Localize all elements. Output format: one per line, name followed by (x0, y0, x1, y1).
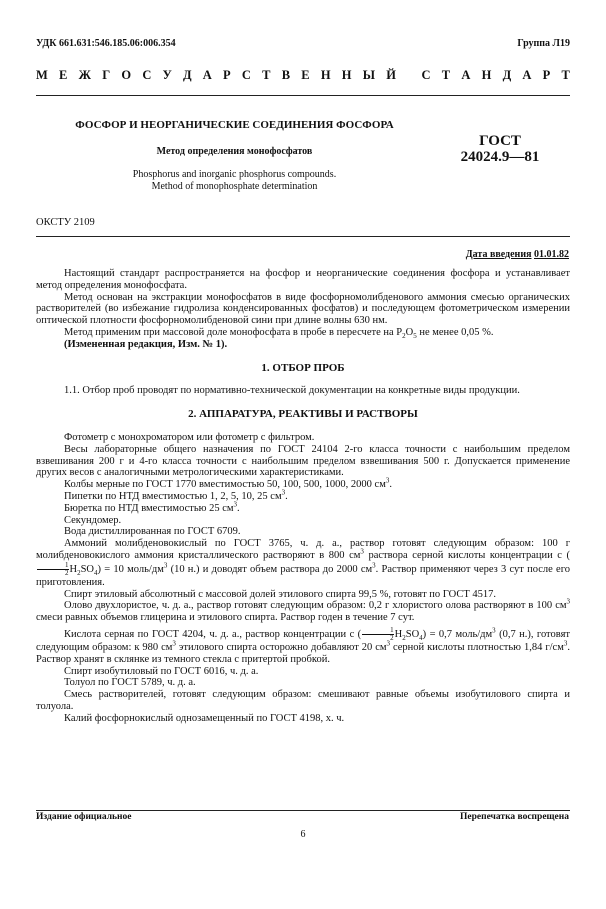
text: серной кислоты плотностью 1,84 г/см (390, 641, 564, 653)
fraction-denominator: 2 (65, 568, 69, 577)
fraction-numerator: 1 (37, 562, 69, 570)
introduction-date-label: Дата введения (465, 249, 532, 260)
superscript: 3 (233, 500, 238, 509)
gost-label: ГОСТ (479, 133, 521, 149)
superscript: 3 (372, 561, 376, 570)
subscript: 5 (413, 332, 417, 341)
heading-letter: Й (386, 68, 396, 82)
document-title: ФОСФОР И НЕОРГАНИЧЕСКИЕ СОЕДИНЕНИЯ ФОСФОРА (75, 119, 394, 131)
item-ethanol: Спирт этиловый абсолютный с массовой долей этилового спирта 99,5 %, готовят по ГОСТ 4517. (64, 588, 496, 600)
heading-letter: Н (341, 68, 352, 82)
text: H (69, 563, 78, 575)
item-flasks (36, 476, 570, 491)
heading-letter: В (281, 68, 291, 82)
section-heading-apparatus: 2. АППАРАТУРА, РЕАКТИВЫ И РАСТВОРЫ (188, 408, 418, 421)
text: ) = 10 моль/дм (97, 563, 164, 575)
heading-letter: Р (223, 68, 231, 82)
gost-designation (450, 133, 550, 165)
text: SO (80, 563, 95, 575)
introduction-date-value: 01.01.82 (534, 249, 569, 260)
text: не менее 0,05 %. (416, 326, 494, 338)
text: ) = 0,7 моль/дм (422, 628, 493, 640)
subscript: 2 (77, 568, 81, 577)
section-heading-sampling: 1. ОТБОР ПРОБ (261, 361, 345, 374)
gost-number: 24024.9—81 (460, 149, 540, 165)
heading-letter: А (461, 68, 471, 82)
text: Колбы мерные по ГОСТ 1770 вместимостью 50, 100, 500, 1000, 2000 см (64, 479, 386, 491)
text: . Раствор хранят в склянке из темного стекла с притертой пробкой. (36, 641, 570, 665)
item-water: Вода дистиллированная по ГОСТ 6709. (64, 526, 241, 538)
paragraph-scope: Настоящий стандарт распространяется на фосфор и неорганические соединения фосфора и устанавливает метод определения монофосфата. (36, 268, 570, 291)
paragraph-applicability (36, 327, 570, 339)
introduction-date (466, 249, 569, 260)
superscript: 3 (385, 476, 390, 485)
heading-letter: А (522, 68, 532, 82)
superscript: 3 (566, 597, 570, 606)
text: Бюретка по НТД вместимостью 25 см (64, 502, 234, 514)
text: H (394, 628, 403, 640)
heading-letter: Г (102, 68, 111, 82)
item-sulfuric-acid (36, 627, 570, 666)
udk-code: УДК 661.631:546.185.06:006.354 (36, 38, 176, 49)
heading-letter: Е (59, 68, 68, 82)
text: . (285, 490, 288, 502)
document-subtitle: Метод определения монофосфатов (156, 146, 313, 157)
superscript: 3 (172, 639, 176, 648)
subscript: 2 (402, 633, 406, 642)
item-tin-chloride (36, 597, 570, 624)
middle-divider (36, 236, 570, 237)
group-code: Группа Л19 (517, 38, 570, 49)
fraction-denominator: 2 (390, 633, 394, 642)
paragraph-method: Метод основан на экстракции монофосфатов в виде фосфорномолибденового аммония смесью органических растворителей (во избежание гидролиза конденсированных фосфатов) и последующем фотометрическом измерении оптической плотности фосфорномолибденовой сини при длине волны 630 нм. (36, 291, 570, 327)
subscript: 2 (402, 332, 406, 341)
text: этилового спирта осторожно добавляют 20 см (175, 641, 387, 653)
official-edition-label: Издание официальное (36, 812, 132, 822)
heading-letter: Т (262, 68, 271, 82)
heading-letter: Д (182, 68, 192, 82)
text: смеси равных объемов глицерина и этилового спирта. Раствор годен в течение 7 сут. (36, 612, 415, 624)
superscript: 3 (360, 547, 364, 556)
document-body (36, 268, 570, 725)
item-burette (36, 500, 570, 515)
amendment-note: (Измененная редакция, Изм. № 1). (64, 338, 228, 350)
item-ammonium-molybdate (36, 538, 570, 588)
heading-letter: Е (301, 68, 310, 82)
clause-1-1: 1.1. Отбор проб проводят по нормативно-технической документации на конкретные виды продукции. (64, 385, 520, 397)
superscript: 3 (386, 639, 391, 648)
page-number: 6 (300, 829, 306, 840)
item-scales: Весы лабораторные общего назначения по ГОСТ 24104 2-го класса точности с наибольшим пределом взвешивания 200 г и 4-го класса точности с наибольшим пределом взвешивания 500 г. Допускается применение других весов с аналогичными метрологическими характеристиками. (36, 443, 570, 479)
heading-letter: Д (502, 68, 512, 82)
item-isobutanol: Спирт изобутиловый по ГОСТ 6016, ч. д. а. (64, 665, 259, 677)
heading-letter: У (162, 68, 172, 82)
heading-letter: С (241, 68, 251, 82)
item-potassium-phosphate: Калий фосфорнокислый однозамещенный по ГОСТ 4198, х. ч. (64, 712, 345, 724)
english-title-line1: Phosphorus and inorganic phosphorus compounds. (132, 169, 337, 180)
heading-letter: А (202, 68, 212, 82)
heading-letter: Р (542, 68, 551, 82)
fraction (37, 562, 69, 577)
heading-letter: С (421, 68, 431, 82)
text: Аммоний молибденовокислый по ГОСТ 3765, ч. д. а., раствор готовят следующим образом: 100 г молибденовокислого аммония кристаллического растворяют в 800 см (36, 538, 570, 561)
subscript: 4 (419, 633, 423, 642)
heading-letter: Т (561, 68, 570, 82)
heading-letter: О (121, 68, 132, 82)
english-title-line2: Method of monophosphate determination (151, 181, 318, 192)
text: (10 н.) и доводят объем раствора до 2000 см (167, 563, 373, 575)
item-pipettes (36, 488, 570, 503)
heading-letter: Ж (78, 68, 91, 82)
heading-letter: С (142, 68, 152, 82)
heading-letter: Н (481, 68, 492, 82)
text: . (389, 479, 392, 491)
item-photometer: Фотометр с монохроматором или фотометр с фильтром. (64, 431, 315, 443)
bottom-divider (36, 810, 570, 811)
text: Олово двухлористое, ч. д. а., раствор готовят следующим образом: 0,2 г хлористого олова растворяют в 100 см (64, 600, 567, 612)
text: Кислота серная по ГОСТ 4204, ч. д. а., раствор концентрации c ( (64, 628, 362, 640)
superscript: 3 (163, 561, 168, 570)
text: Пипетки по НТД вместимостью 1, 2, 5, 10, 25 см (64, 490, 282, 502)
text: . Раствор применяют через 3 сут после его приготовления. (36, 563, 570, 588)
heading-letter: Т (441, 68, 451, 82)
text: раствора серной кислоты концентрации c ( (363, 549, 570, 561)
text: Метод применим при массовой доле монофосфата в пробе в пересчете на P (64, 326, 403, 338)
heading-letter (407, 68, 410, 83)
superscript: 3 (492, 626, 496, 635)
heading-letter: М (36, 68, 48, 82)
text: (0,7 н.), готовят следующим образом: к 980 см (36, 628, 570, 653)
item-stopwatch: Секундомер. (64, 514, 122, 526)
text: . (237, 502, 240, 514)
subscript: 4 (94, 568, 98, 577)
superscript: 3 (563, 639, 568, 648)
fraction-numerator: 1 (362, 627, 394, 635)
text: SO (405, 628, 420, 640)
heading-letter: Ы (362, 68, 376, 82)
item-solvent-mixture: Смесь растворителей, готовят следующим образом: смешивают равные объемы изобутилового спирта и толуола. (36, 689, 570, 712)
interstate-standard-heading (36, 68, 570, 83)
text: O (405, 326, 414, 338)
superscript: 3 (281, 488, 286, 497)
heading-letter: Н (320, 68, 331, 82)
top-divider (36, 95, 570, 96)
reprint-prohibited-label: Перепечатка воспрещена (459, 812, 569, 822)
item-toluene: Толуол по ГОСТ 5789, ч. д. а. (64, 677, 196, 689)
okstu-code: ОКСТУ 2109 (36, 217, 95, 228)
